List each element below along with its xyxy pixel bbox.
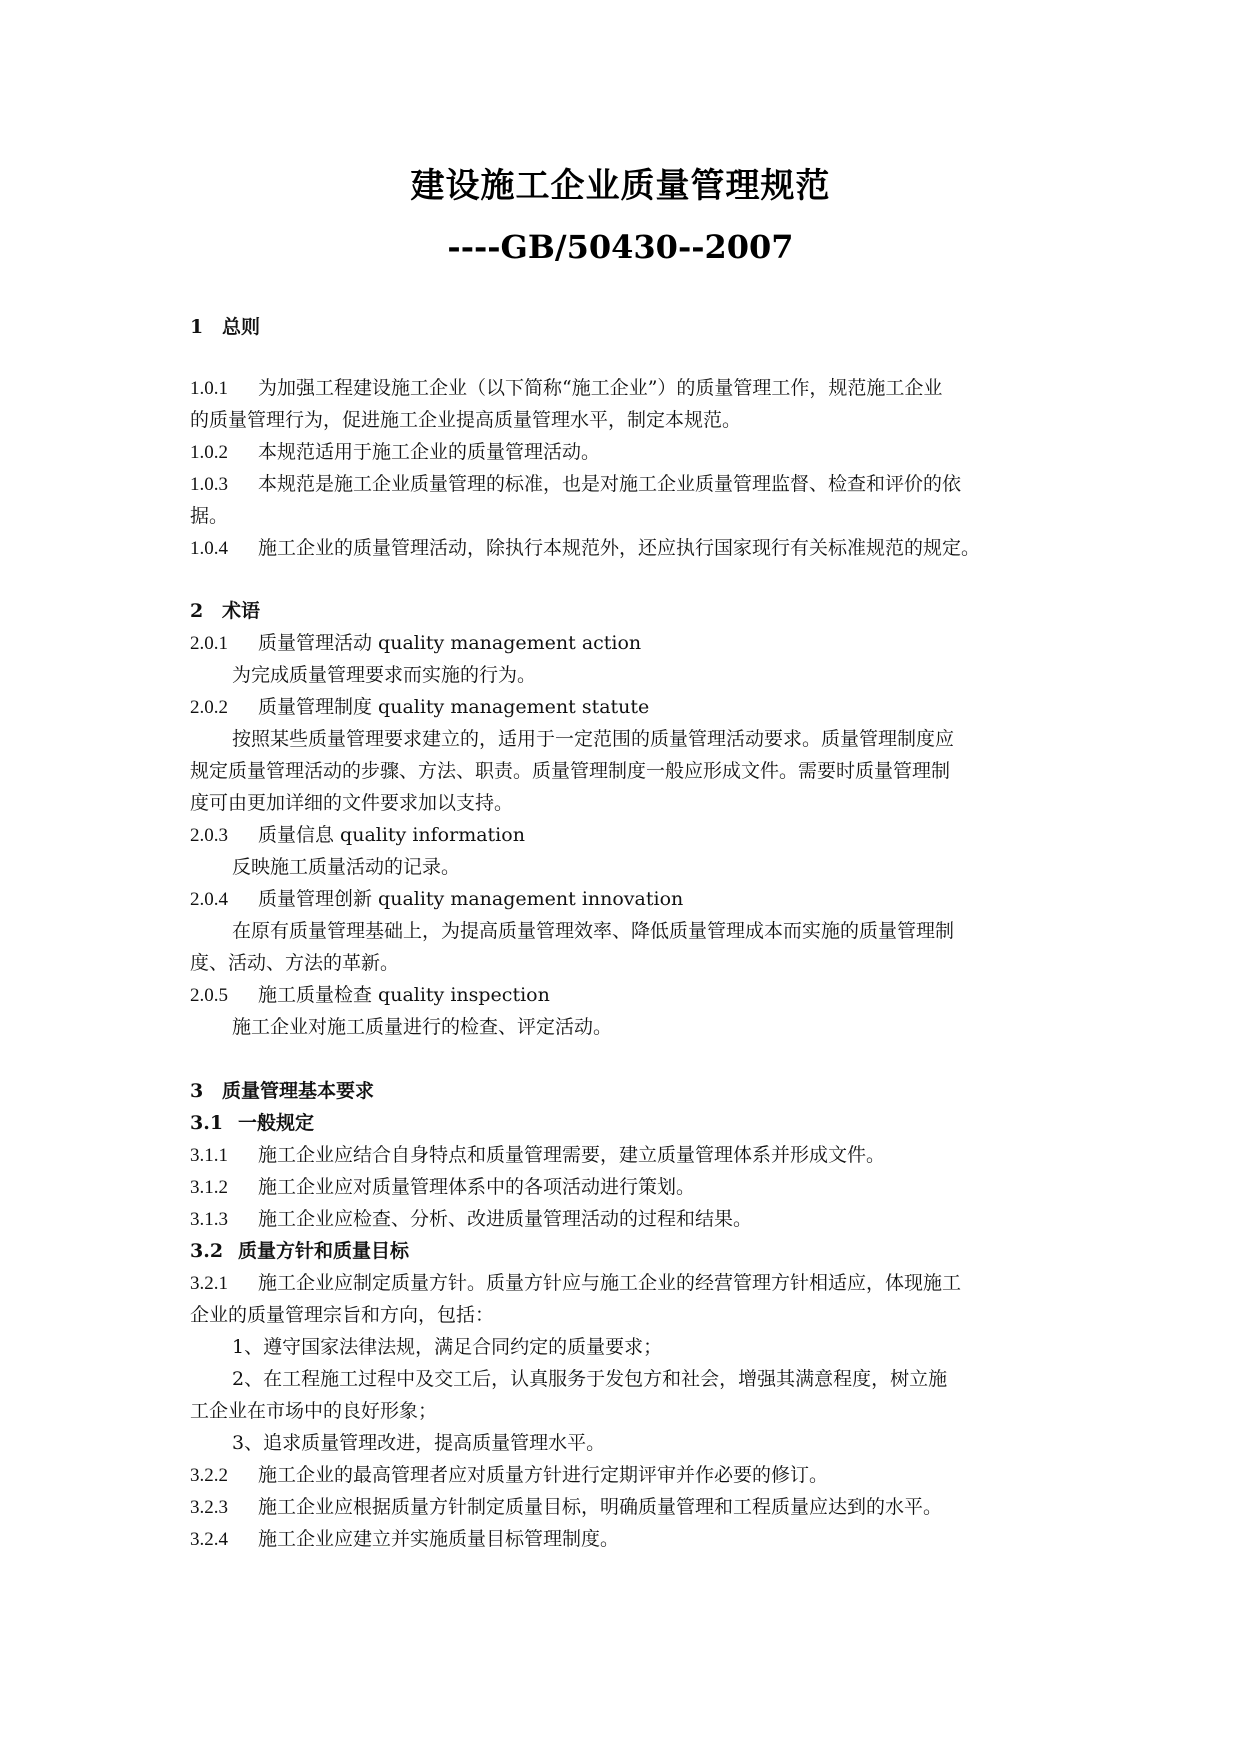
- term-2-0-4-definition: 在原有质量管理基础上，为提高质量管理效率、降低质量管理成本而实施的质量管理制: [232, 920, 955, 942]
- clause-3-2-1-item-2-cont: 工企业在市场中的良好形象；: [190, 1400, 438, 1422]
- section-heading-1: 1 总则: [190, 316, 261, 338]
- document-title: 建设施工企业质量管理规范: [410, 166, 831, 206]
- clause-3-2-1: 3.2.1 施工企业应制定质量方针。质量方针应与施工企业的经营管理方针相适应，体现施工: [190, 1272, 962, 1294]
- term-2-0-4: 2.0.4 质量管理创新 quality management innovation: [190, 888, 684, 910]
- clause-1-0-1: 1.0.1 为加强工程建设施工企业（以下简称“施工企业”）的质量管理工作，规范施工企业: [190, 377, 943, 399]
- document-subtitle: ----GB/50430--2007: [447, 228, 794, 266]
- term-2-0-1-definition: 为完成质量管理要求而实施的行为。: [232, 664, 537, 686]
- subsection-heading-3-1: 3.1 一般规定: [190, 1112, 315, 1134]
- clause-3-2-1-item-1: 1、遵守国家法律法规，满足合同约定的质量要求；: [232, 1336, 663, 1358]
- clause-3-1-2: 3.1.2 施工企业应对质量管理体系中的各项活动进行策划。: [190, 1176, 696, 1198]
- clause-3-2-1-cont: 企业的质量管理宗旨和方向，包括：: [190, 1304, 495, 1326]
- term-2-0-5-definition: 施工企业对施工质量进行的检查、评定活动。: [232, 1016, 613, 1038]
- term-2-0-2-definition-cont: 度可由更加详细的文件要求加以支持。: [190, 792, 514, 814]
- clause-3-2-1-item-2: 2、在工程施工过程中及交工后，认真服务于发包方和社会，增强其满意程度，树立施: [232, 1368, 948, 1390]
- term-2-0-1: 2.0.1 质量管理活动 quality management action: [190, 632, 642, 654]
- term-2-0-5: 2.0.5 施工质量检查 quality inspection: [190, 984, 550, 1006]
- clause-1-0-1-cont: 的质量管理行为，促进施工企业提高质量管理水平，制定本规范。: [190, 409, 742, 431]
- term-2-0-2-definition-cont: 规定质量管理活动的步骤、方法、职责。质量管理制度一般应形成文件。需要时质量管理制: [190, 760, 951, 782]
- clause-3-1-1: 3.1.1 施工企业应结合自身特点和质量管理需要，建立质量管理体系并形成文件。: [190, 1144, 886, 1166]
- clause-1-0-2: 1.0.2 本规范适用于施工企业的质量管理活动。: [190, 441, 601, 463]
- clause-1-0-3: 1.0.3 本规范是施工企业质量管理的标准，也是对施工企业质量管理监督、检查和评价的依: [190, 473, 962, 495]
- subsection-heading-3-2: 3.2 质量方针和质量目标: [190, 1240, 410, 1262]
- clause-3-2-1-item-3: 3、追求质量管理改进，提高质量管理水平。: [232, 1432, 606, 1454]
- clause-1-0-4: 1.0.4 施工企业的质量管理活动，除执行本规范外，还应执行国家现行有关标准规范的规定。: [190, 537, 981, 559]
- term-2-0-2-definition: 按照某些质量管理要求建立的，适用于一定范围的质量管理活动要求。质量管理制度应: [232, 728, 955, 750]
- clause-3-2-4: 3.2.4 施工企业应建立并实施质量目标管理制度。: [190, 1528, 620, 1550]
- clause-3-1-3: 3.1.3 施工企业应检查、分析、改进质量管理活动的过程和结果。: [190, 1208, 753, 1230]
- term-2-0-3: 2.0.3 质量信息 quality information: [190, 824, 525, 846]
- clause-3-2-2: 3.2.2 施工企业的最高管理者应对质量方针进行定期评审并作必要的修订。: [190, 1464, 829, 1486]
- clause-3-2-3: 3.2.3 施工企业应根据质量方针制定质量目标，明确质量管理和工程质量应达到的水平。: [190, 1496, 943, 1518]
- term-2-0-4-definition-cont: 度、活动、方法的革新。: [190, 952, 400, 974]
- term-2-0-2: 2.0.2 质量管理制度 quality management statute: [190, 696, 650, 718]
- clause-1-0-3-cont: 据。: [190, 505, 229, 527]
- section-heading-2: 2 术语: [190, 600, 261, 622]
- section-heading-3: 3 质量管理基本要求: [190, 1080, 375, 1102]
- term-2-0-3-definition: 反映施工质量活动的记录。: [232, 856, 461, 878]
